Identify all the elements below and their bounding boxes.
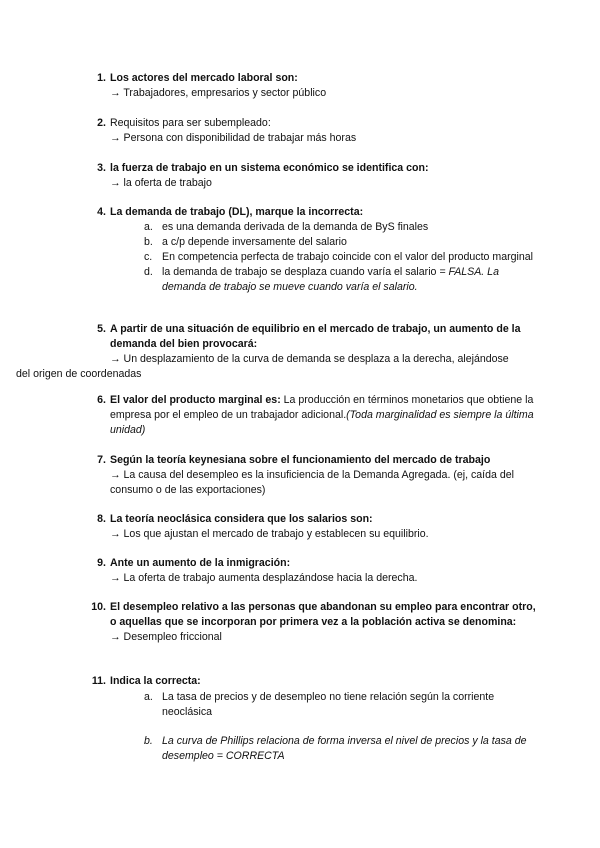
question-8 <box>84 512 536 542</box>
question-2 <box>84 116 536 146</box>
question-1 <box>84 71 536 101</box>
answer: → La causa del desempleo es la insuficiencia de la Demanda Agregada. (ej, caída del consumo o de las exportaciones) <box>110 469 514 496</box>
question-number: 1. <box>97 72 106 84</box>
option-c <box>144 250 536 265</box>
option-b <box>144 734 536 764</box>
question-title: El desempleo relativo a las personas que abandonan su empleo para encontrar otro, o aquellas que se incorporan por primera vez a la población activa se denomina: <box>110 601 536 628</box>
question-6 <box>84 393 536 438</box>
question-4 <box>84 205 536 295</box>
question-title: Según la teoría keynesiana sobre el funcionamiento del mercado de trabajo <box>110 454 491 466</box>
question-number: 5. <box>97 323 106 335</box>
answer: → La oferta de trabajo aumenta desplazándose hacia la derecha. <box>110 572 418 584</box>
option-letter: a. <box>144 691 153 703</box>
question-title: Los actores del mercado laboral son: <box>110 72 298 84</box>
question-10 <box>84 600 536 645</box>
question-number: 3. <box>97 162 106 174</box>
question-title: La teoría neoclásica considera que los salarios son: <box>110 513 373 525</box>
question-3 <box>84 161 536 191</box>
option-b <box>144 235 536 250</box>
option-letter: b. <box>144 735 153 747</box>
question-title: La demanda de trabajo (DL), marque la incorrecta: <box>110 206 364 218</box>
question-number: 11. <box>91 675 106 687</box>
question-note: (Toda marginalidad es siempre la última unidad) <box>110 409 534 436</box>
question-title: A partir de una situación de equilibrio en el mercado de trabajo, un aumento de la demanda del bien provocará: <box>110 323 521 350</box>
question-7 <box>84 453 536 498</box>
question-title: El valor del producto marginal es: <box>110 394 281 406</box>
option-note: = FALSA. La demanda de trabajo se mueve cuando varía el salario. <box>162 266 499 293</box>
option-text: La curva de Phillips relaciona de forma inversa el nivel de precios y la tasa de desempleo = CORRECTA <box>162 735 527 762</box>
question-11 <box>84 674 536 764</box>
option-d <box>144 265 536 295</box>
option-text: la demanda de trabajo se desplaza cuando varía el salario <box>162 266 440 278</box>
question-title: Requisitos para ser subempleado: <box>110 117 271 129</box>
option-letter: b. <box>144 236 153 248</box>
answer: → Desempleo friccional <box>110 631 222 643</box>
question-number: 8. <box>97 513 106 525</box>
option-text: En competencia perfecta de trabajo coincide con el valor del producto marginal <box>162 251 533 263</box>
question-title: la fuerza de trabajo en un sistema económico se identifica con: <box>110 162 429 174</box>
option-letter: a. <box>144 221 153 233</box>
question-5 <box>16 322 536 382</box>
question-number: 9. <box>97 557 106 569</box>
question-number: 7. <box>97 454 106 466</box>
answer-continuation: del origen de coordenadas <box>16 368 142 380</box>
option-letter: d. <box>144 266 153 278</box>
option-a <box>144 220 536 235</box>
question-number: 2. <box>97 117 106 129</box>
answer: → Los que ajustan el mercado de trabajo y establecen su equilibrio. <box>110 528 429 540</box>
question-number: 6. <box>97 394 106 406</box>
question-number: 4. <box>97 206 106 218</box>
answer: → Un desplazamiento de la curva de demanda se desplaza a la derecha, alejándose <box>110 353 509 365</box>
option-letter: c. <box>144 251 153 263</box>
question-title: Indica la correcta: <box>110 675 201 687</box>
answer: → la oferta de trabajo <box>110 177 212 189</box>
question-text: La producción en términos monetarios que obtiene la empresa por el empleo de un trabajador adicional. <box>110 394 534 421</box>
question-9 <box>84 556 536 586</box>
option-a <box>144 690 536 720</box>
answer: → Trabajadores, empresarios y sector público <box>110 87 327 99</box>
option-text: La tasa de precios y de desempleo no tiene relación según la corriente neoclásica <box>162 691 495 718</box>
question-title: Ante un aumento de la inmigración: <box>110 557 291 569</box>
question-number: 10. <box>91 601 106 613</box>
option-text: es una demanda derivada de la demanda de ByS finales <box>162 221 429 233</box>
answer: → Persona con disponibilidad de trabajar más horas <box>110 132 357 144</box>
option-text: a c/p depende inversamente del salario <box>162 236 347 248</box>
